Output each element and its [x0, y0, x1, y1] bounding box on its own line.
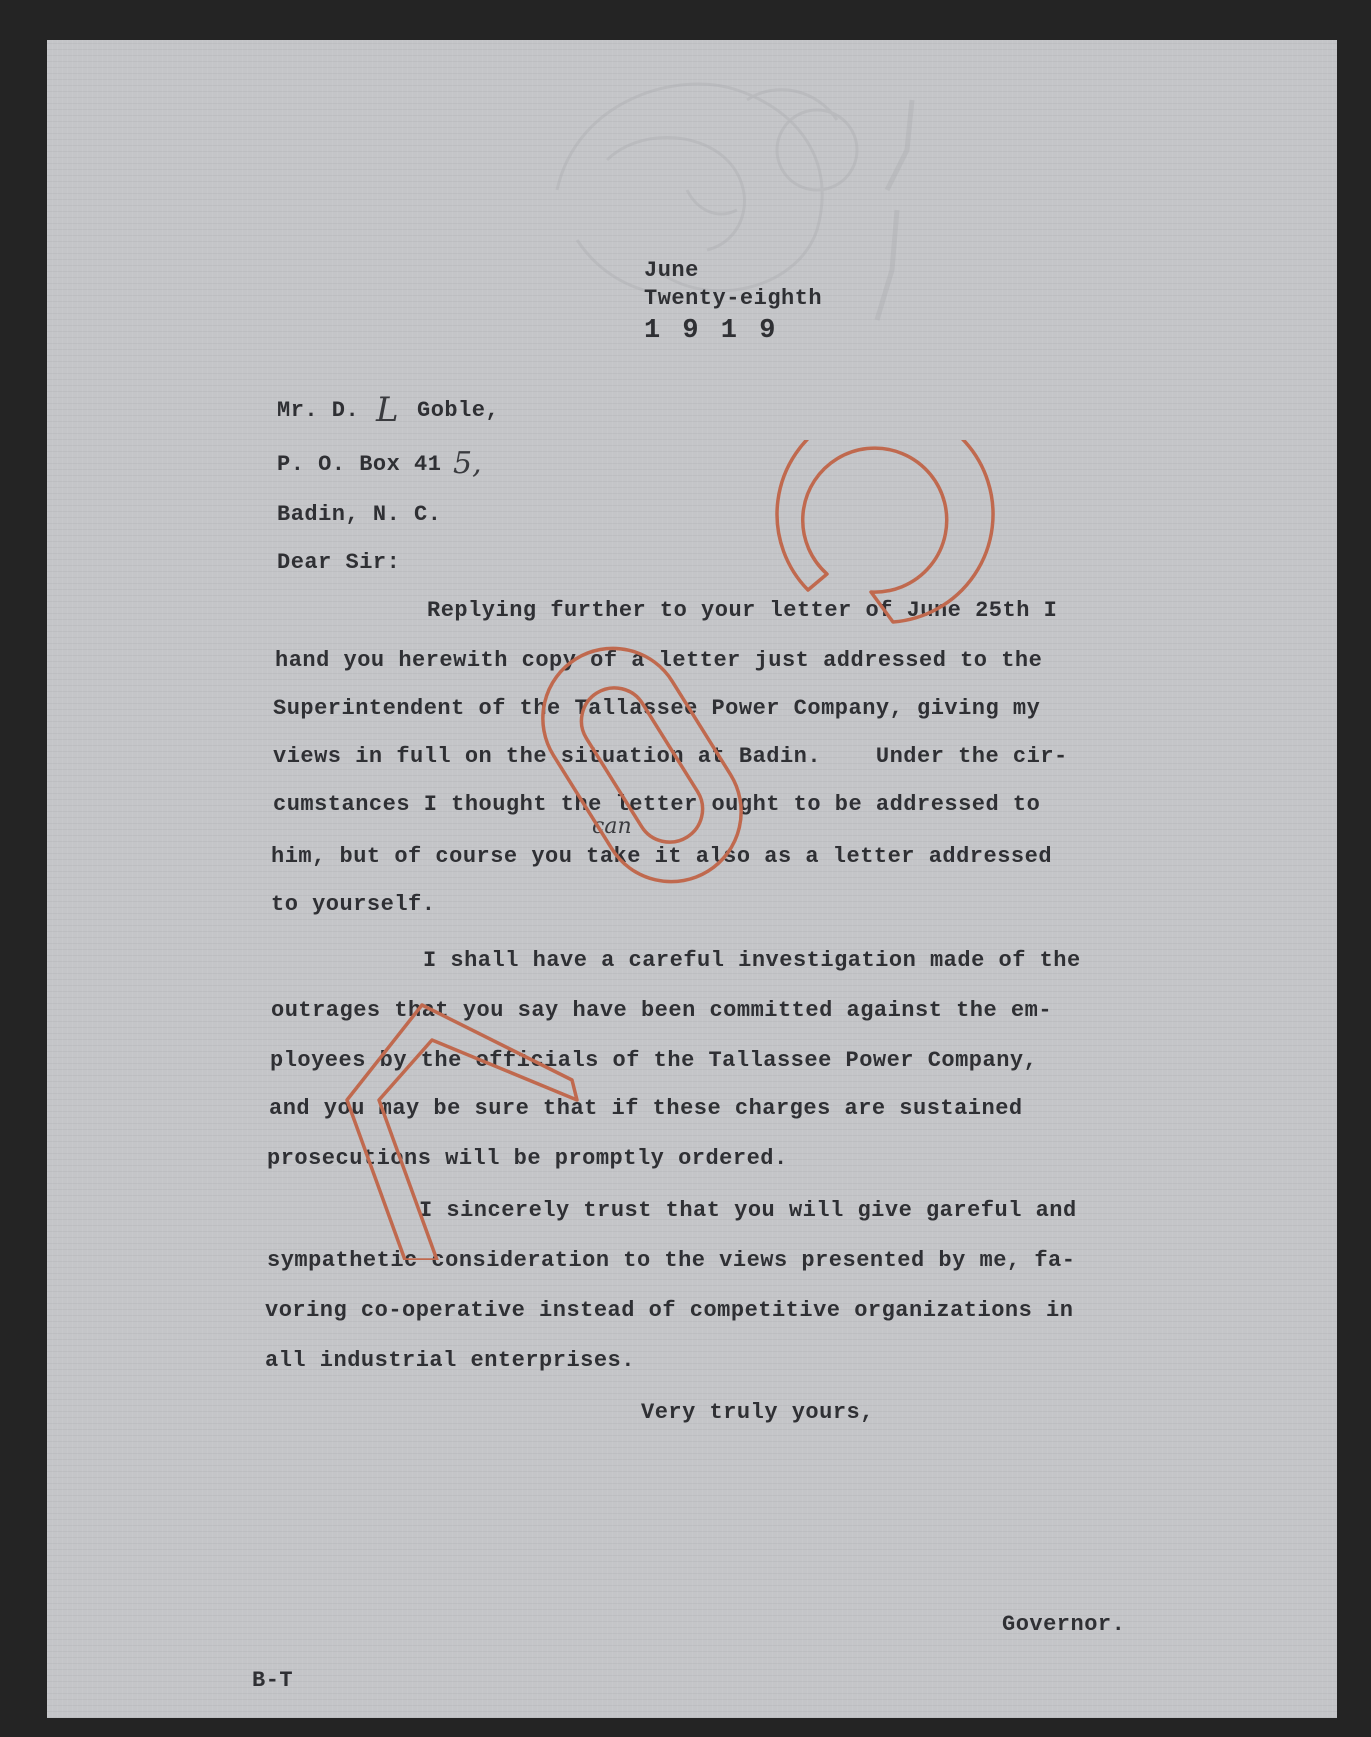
letter-page — [47, 40, 1337, 1718]
signature-title: Governor. — [1002, 1612, 1126, 1637]
body-line: Replying further to your letter of June 25th I — [427, 598, 1058, 623]
body-line: outrages that you say have been committed against the em- — [271, 998, 1053, 1023]
body-line: I sincerely trust that you will give gareful and — [419, 1198, 1077, 1223]
body-line: him, but of course you take it also as a letter addressed — [271, 844, 1053, 869]
body-line: voring co-operative instead of competitive organizations in — [265, 1298, 1074, 1323]
body-line: and you may be sure that if these charges are sustained — [269, 1096, 1023, 1121]
date-year: 1 9 1 9 — [644, 316, 779, 346]
body-line: I shall have a careful investigation made of the — [423, 948, 1081, 973]
body-line: all industrial enterprises. — [265, 1348, 635, 1373]
body-line: views in full on the situation at Badin. Under the cir- — [273, 744, 1068, 769]
recipient-initial-handwritten: L — [376, 390, 399, 430]
closing: Very truly yours, — [641, 1400, 874, 1425]
body-line: Superintendent of the Tallassee Power Company, giving my — [273, 696, 1041, 721]
body-line: sympathetic consideration to the views presented by me, fa- — [267, 1248, 1076, 1273]
handwritten-insert: can — [592, 814, 632, 839]
typist-initials: B-T — [252, 1668, 294, 1693]
recipient-box-handwritten: 5, — [453, 446, 482, 481]
salutation: Dear Sir: — [277, 550, 401, 575]
date-month: June — [644, 258, 699, 283]
recipient-name-prefix: Mr. D. — [277, 398, 360, 423]
body-line: hand you herewith copy of a letter just addressed to the — [275, 648, 1043, 673]
stamp-letter-c — [777, 440, 993, 622]
recipient-city: Badin, N. C. — [277, 502, 442, 527]
body-line: to yourself. — [271, 892, 436, 917]
body-line: prosecutions will be promptly ordered. — [267, 1146, 788, 1171]
date-day: Twenty-eighth — [644, 286, 823, 311]
recipient-name-suffix: Goble, — [417, 398, 500, 423]
body-line: ployees by the officials of the Tallassee Power Company, — [270, 1048, 1038, 1073]
body-line: cumstances I thought the letter ought to be addressed to — [273, 792, 1041, 817]
recipient-box-typed: P. O. Box 41 — [277, 452, 442, 477]
